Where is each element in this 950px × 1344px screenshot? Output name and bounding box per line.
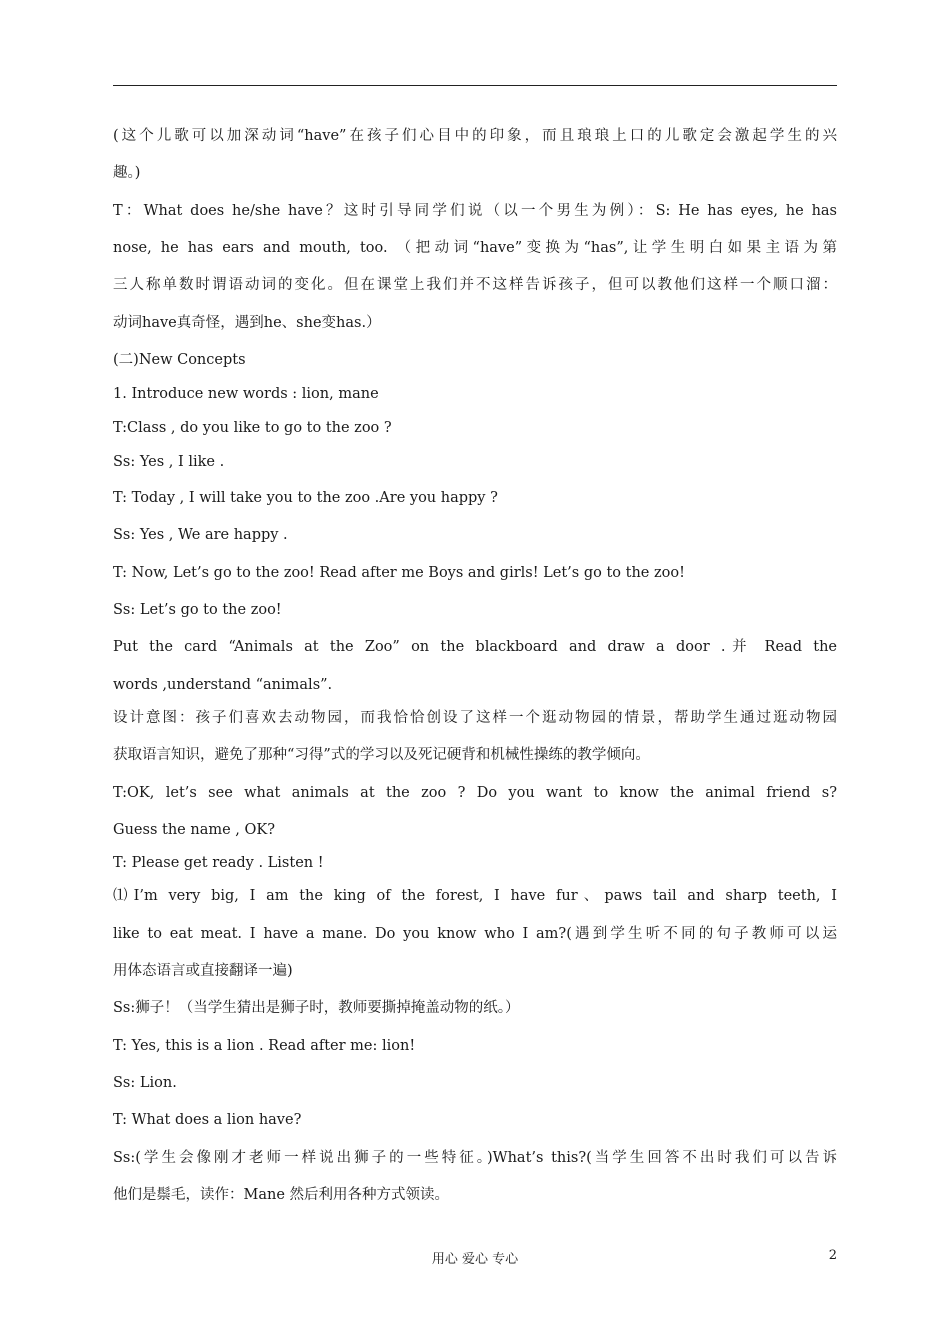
text-line: T: Today , I will take you to the zoo .Are you happy ? — [113, 490, 498, 506]
text-line: T: What does a lion have? — [113, 1112, 302, 1128]
text-line: ⑴I’m very big, I am the king of the forest, I have fur、paws tail and sharp teeth, I — [113, 888, 837, 904]
text-line: T：What does he/she have？这时引导同学们说（以一个男生为例）：S: He has eyes, he has — [113, 203, 837, 219]
text-line: T:OK, let’s see what animals at the zoo ? Do you want to know the animal friend s? — [113, 785, 837, 801]
header-rule — [113, 85, 837, 86]
text-line: 1. Introduce new words : lion, mane — [113, 386, 379, 402]
section-heading: (二)New Concepts — [113, 352, 246, 368]
text-line: Ss: Let’s go to the zoo! — [113, 602, 282, 618]
page-number: 2 — [828, 1248, 837, 1263]
text-line: Ss: Yes , We are happy . — [113, 527, 288, 543]
text-line: Guess the name , OK? — [113, 822, 275, 838]
text-line: Ss: Lion. — [113, 1075, 177, 1091]
text-line: Ss:狮子！（当学生猜出是狮子时，教师要撕掉掩盖动物的纸。） — [113, 1000, 520, 1016]
text-line: 趣。) — [113, 165, 141, 181]
text-line: 三人称单数时谓语动词的变化。但在课堂上我们并不这样告诉孩子，但可以教他们这样一个顺口溜： — [113, 277, 837, 293]
text-line: 设计意图：孩子们喜欢去动物园，而我恰恰创设了这样一个逛动物园的情景，帮助学生通过逛动物园 — [113, 710, 837, 726]
text-line: nose, he has ears and mouth, too. （把动词“have”变换为“has”,让学生明白如果主语为第 — [113, 240, 837, 256]
text-line: like to eat meat. I have a mane. Do you know who I am?(遇到学生听不同的句子教师可以运 — [113, 926, 837, 942]
text-line: Ss:(学生会像刚才老师一样说出狮子的一些特征。)What’s this?(当学生回答不出时我们可以告诉 — [113, 1150, 837, 1166]
text-line: 用体态语言或直接翻译一遍) — [113, 963, 293, 979]
text-line: Put the card “Animals at the Zoo” on the blackboard and draw a door .并 Read the — [113, 639, 837, 655]
footer-motto: 用心 爱心 专心 — [431, 1252, 519, 1267]
text-line: T:Class , do you like to go to the zoo ? — [113, 420, 392, 436]
text-line: 他们是鬃毛，读作：Mane 然后利用各种方式领读。 — [113, 1187, 450, 1203]
text-line: 动词have真奇怪，遇到he、she变has.） — [113, 315, 381, 331]
text-line: Ss: Yes , I like . — [113, 454, 225, 470]
text-line: words ,understand “animals”. — [113, 677, 333, 693]
text-line: 获取语言知识，避免了那种“习得”式的学习以及死记硬背和机械性操练的教学倾向。 — [113, 747, 650, 763]
text-line: T: Please get ready . Listen ! — [113, 855, 324, 871]
text-line: (这个儿歌可以加深动词“have”在孩子们心目中的印象，而且琅琅上口的儿歌定会激起学生的兴 — [113, 128, 837, 144]
text-line: T: Yes, this is a lion . Read after me: lion! — [113, 1038, 416, 1054]
text-line: T: Now, Let’s go to the zoo! Read after me Boys and girls! Let’s go to the zoo! — [113, 565, 685, 581]
